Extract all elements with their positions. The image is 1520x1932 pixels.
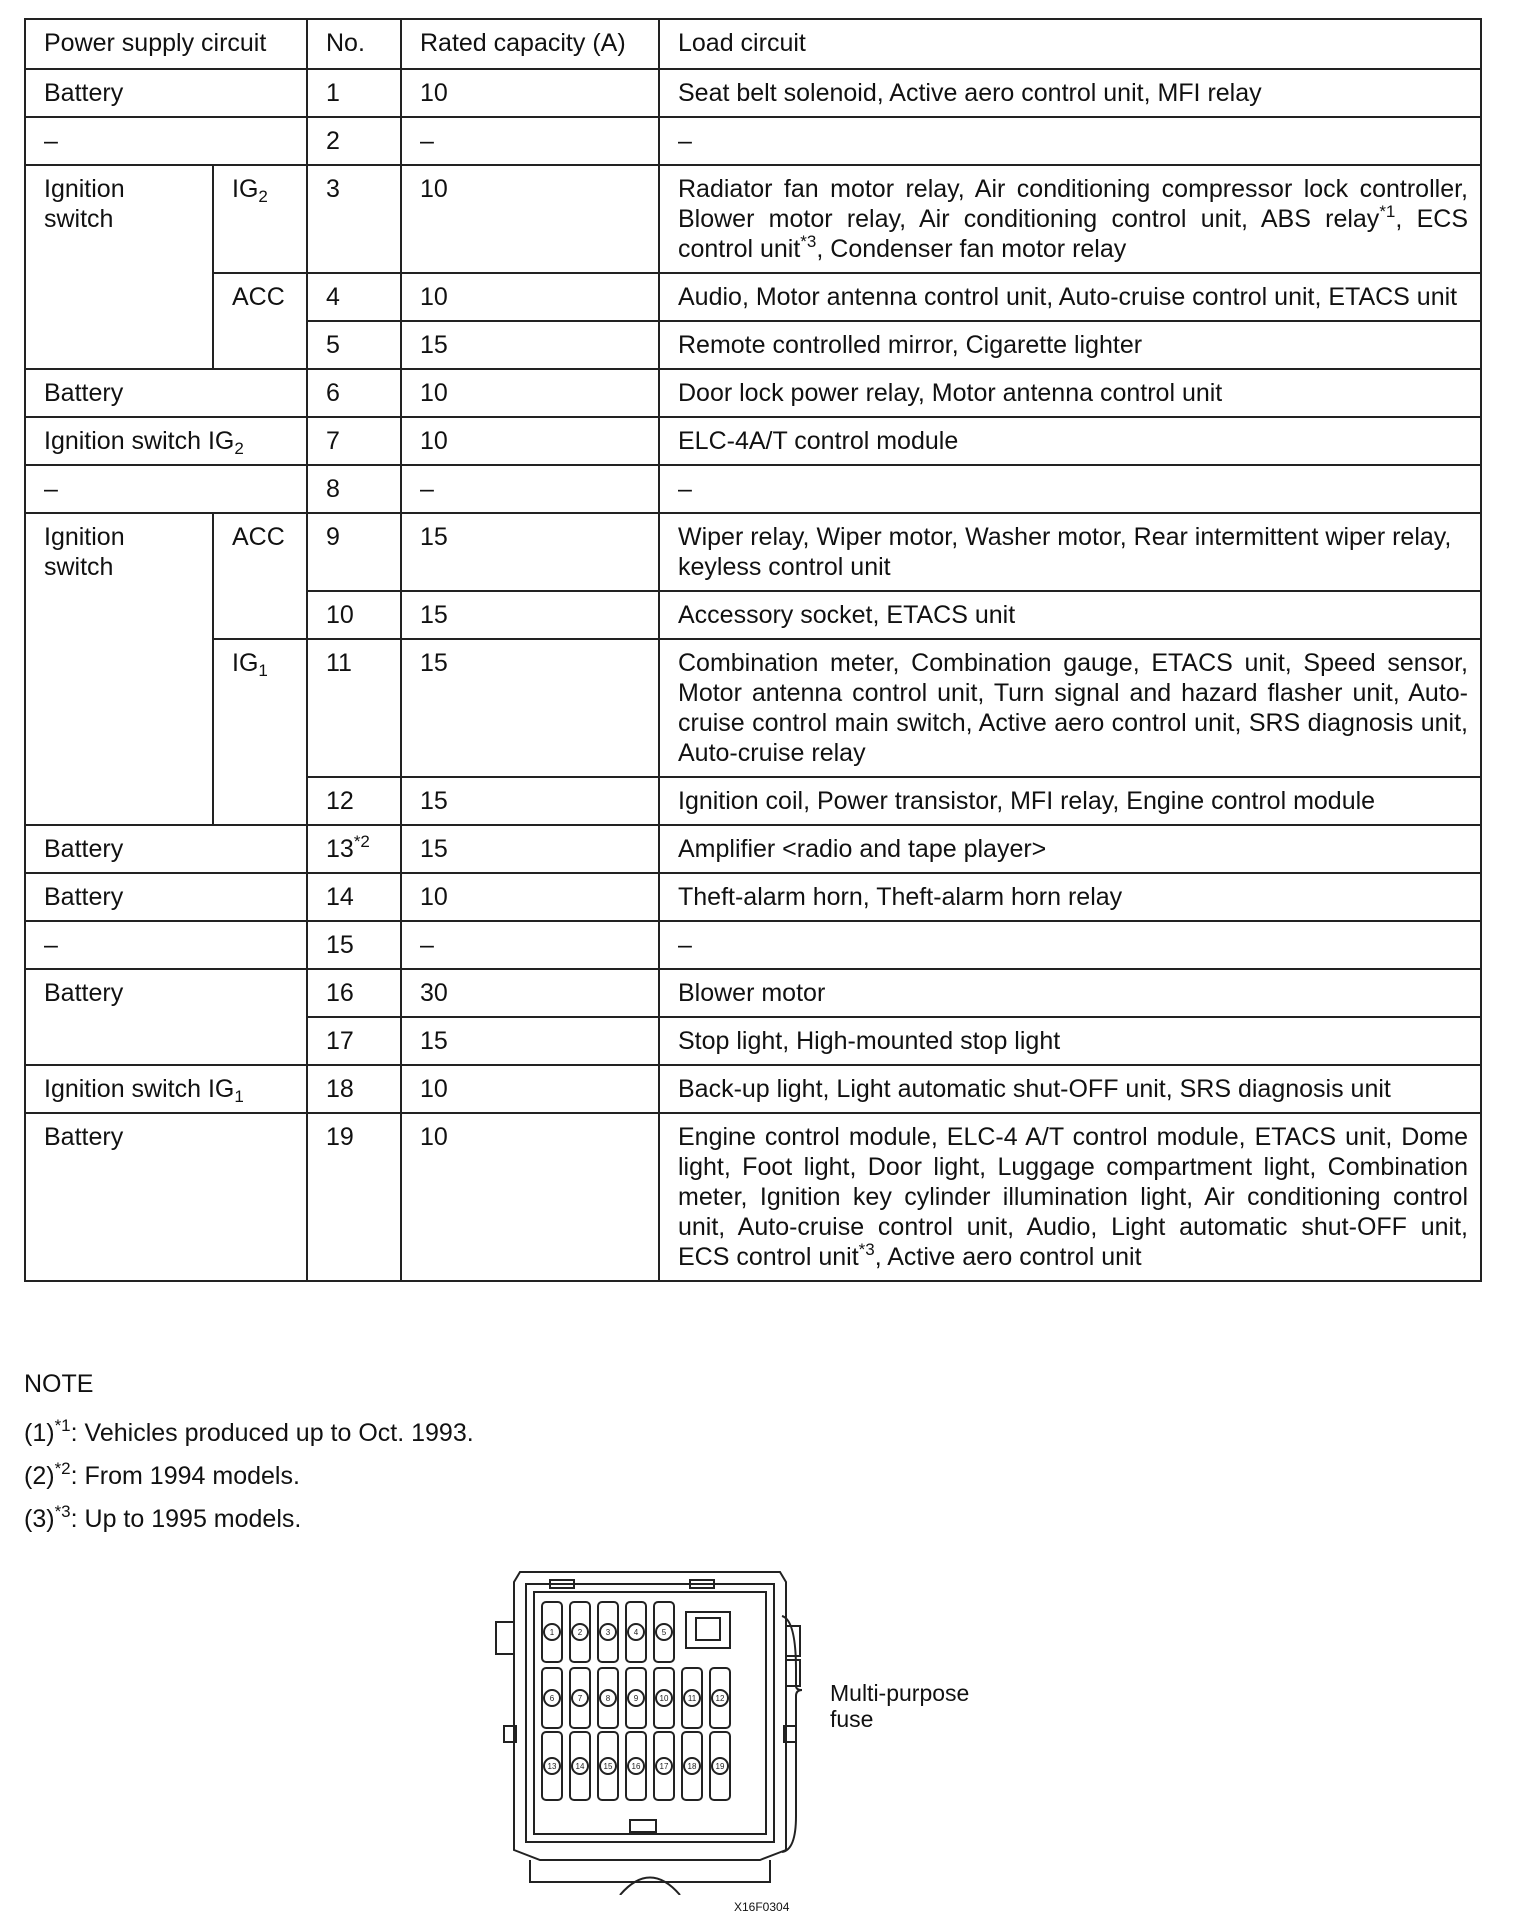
no-cell: 18 [307,1065,401,1113]
power-cell: Ignition switch $IG_2$ [25,417,307,465]
fuse-number-label: 13 [547,1762,557,1771]
rated-cell: 15 [401,513,659,591]
fuse-number-label: 4 [633,1628,639,1637]
no-cell: 13$^{*2}$ [307,825,401,873]
no-cell: 8 [307,465,401,513]
table-row [25,1065,1481,1113]
notes-list [24,1412,474,1541]
table-row [25,273,1481,321]
note-item: $(1)^{*1}$: Vehicles produced up to Oct. 1993. [24,1416,474,1447]
load-cell: – [659,117,1481,165]
table-row [25,117,1481,165]
load-cell: Door lock power relay, Motor antenna control unit [659,369,1481,417]
rated-cell: – [401,921,659,969]
rated-cell: 15 [401,1017,659,1065]
rated-cell: 10 [401,369,659,417]
no-cell: 1 [307,69,401,117]
table-row [25,165,1481,273]
load-cell: ELC-4A/T control module [659,417,1481,465]
rated-cell: 30 [401,969,659,1017]
no-cell: 9 [307,513,401,591]
no-cell: 16 [307,969,401,1017]
rated-cell: 10 [401,69,659,117]
figure-code: X16F0304 [734,1900,790,1914]
power-cell: Battery [25,873,307,921]
load-cell: Amplifier <radio and tape player> [659,825,1481,873]
no-cell: 10 [307,591,401,639]
rated-cell: 15 [401,825,659,873]
load-cell: Theft-alarm horn, Theft-alarm horn relay [659,873,1481,921]
table-row [25,969,1481,1017]
fuse-number-label: 17 [659,1762,669,1771]
no-cell: 5 [307,321,401,369]
rated-cell: 10 [401,273,659,321]
no-cell: 11 [307,639,401,777]
table-row [25,825,1481,873]
fuse-number-label: 14 [575,1762,585,1771]
fuse-number-label: 9 [633,1694,639,1703]
note-title: NOTE [24,1370,94,1398]
fuse-number-label: 11 [687,1694,697,1703]
table-row [25,465,1481,513]
load-cell: Accessory socket, ETACS unit [659,591,1481,639]
no-cell: 3 [307,165,401,273]
table-row [25,417,1481,465]
load-cell: Wiper relay, Wiper motor, Washer motor, Rear intermittent wiper relay, keyless control unit [659,513,1481,591]
rated-cell: 10 [401,165,659,273]
power-cell: Battery [25,825,307,873]
header-rated: Rated capacity (A) [401,19,659,69]
load-cell: Audio, Motor antenna control unit, Auto-cruise control unit, ETACS unit [659,273,1481,321]
load-cell: – [659,921,1481,969]
rated-cell: 10 [401,1065,659,1113]
power-cell: Ignition switch [25,165,213,369]
fuse-number-label: 2 [577,1628,583,1637]
no-cell: 7 [307,417,401,465]
table-row [25,513,1481,591]
note-item: $(2)^{*2}$: From 1994 models. [24,1459,300,1490]
rated-cell: 10 [401,1113,659,1281]
load-cell: Stop light, High-mounted stop light [659,1017,1481,1065]
sub-cell: ACC [213,273,307,369]
no-cell: 17 [307,1017,401,1065]
power-cell: Battery [25,1113,307,1281]
no-cell: 2 [307,117,401,165]
header-power: Power supply circuit [25,19,307,69]
no-cell: 15 [307,921,401,969]
no-cell: 19 [307,1113,401,1281]
power-cell: Ignition switch [25,513,213,825]
load-cell: Remote controlled mirror, Cigarette lighter [659,321,1481,369]
header-load: Load circuit [659,19,1481,69]
power-cell: – [25,465,307,513]
fuse-number-label: 12 [715,1694,725,1703]
fuse-number-label: 15 [603,1762,613,1771]
load-cell: Seat belt solenoid, Active aero control unit, MFI relay [659,69,1481,117]
rated-cell: 15 [401,321,659,369]
sub-cell: $IG_1$ [213,639,307,825]
rated-cell: 15 [401,591,659,639]
fuse-number-label: 16 [631,1762,641,1771]
rated-cell: 15 [401,777,659,825]
no-cell: 12 [307,777,401,825]
rated-cell: 15 [401,639,659,777]
table-row [25,873,1481,921]
load-cell: Ignition coil, Power transistor, MFI relay, Engine control module [659,777,1481,825]
fuse-number-label: 3 [605,1628,611,1637]
fuse-number-label: 8 [605,1694,611,1703]
sub-cell: $IG_2$ [213,165,307,273]
table-row [25,369,1481,417]
sub-cell: ACC [213,513,307,639]
no-cell: 6 [307,369,401,417]
load-cell: Back-up light, Light automatic shut-OFF unit, SRS diagnosis unit [659,1065,1481,1113]
load-cell: – [659,465,1481,513]
fuse-box-diagram [490,1560,810,1895]
rated-cell: 10 [401,873,659,921]
table-row [25,639,1481,777]
table-row [25,69,1481,117]
rated-cell: 10 [401,417,659,465]
note-item: $(3)^{*3}$: Up to 1995 models. [24,1502,302,1533]
rated-cell: – [401,465,659,513]
header-no: No. [307,19,401,69]
fuse-number-label: 5 [661,1628,667,1637]
no-cell: 4 [307,273,401,321]
power-cell: Battery [25,969,307,1065]
load-cell: Radiator fan motor relay, Air conditioning compressor lock controller, Blower motor relay, Air conditioning control unit, ABS relay$^{*1}$, ECS control unit$^{*3}$, Condenser fan motor relay [659,165,1481,273]
power-cell: Battery [25,69,307,117]
header-row [25,19,1481,69]
power-cell: Ignition switch $IG_1$ [25,1065,307,1113]
rated-cell: – [401,117,659,165]
fuse-number-label: 19 [715,1762,725,1771]
multi-purpose-fuse-label: Multi-purpose fuse [830,1680,970,1732]
table-row [25,1113,1481,1281]
fuse-number-label: 1 [549,1628,555,1637]
fuse-table [24,18,1482,1282]
power-cell: Battery [25,369,307,417]
fuse-number-label: 10 [659,1694,669,1703]
power-cell: – [25,921,307,969]
load-cell: Engine control module, ELC-4 A/T control module, ETACS unit, Dome light, Foot light, Door light, Luggage compartment light, Combination meter, Ignition key cylinder illumination light, Air conditioning control unit, Auto-cruise control unit, Audio, Light automatic shut-OFF unit, ECS control unit$^{*3}$, Active aero control unit [659,1113,1481,1281]
fuse-number-label: 18 [687,1762,697,1771]
no-cell: 14 [307,873,401,921]
load-cell: Combination meter, Combination gauge, ETACS unit, Speed sensor, Motor antenna control unit, Turn signal and hazard flasher unit, Auto-cruise control main switch, Active aero control unit, SRS diagnosis unit, Auto-cruise relay [659,639,1481,777]
fuse-number-label: 7 [577,1694,583,1703]
load-cell: Blower motor [659,969,1481,1017]
power-cell: – [25,117,307,165]
table-row [25,921,1481,969]
fuse-number-label: 6 [549,1694,555,1703]
